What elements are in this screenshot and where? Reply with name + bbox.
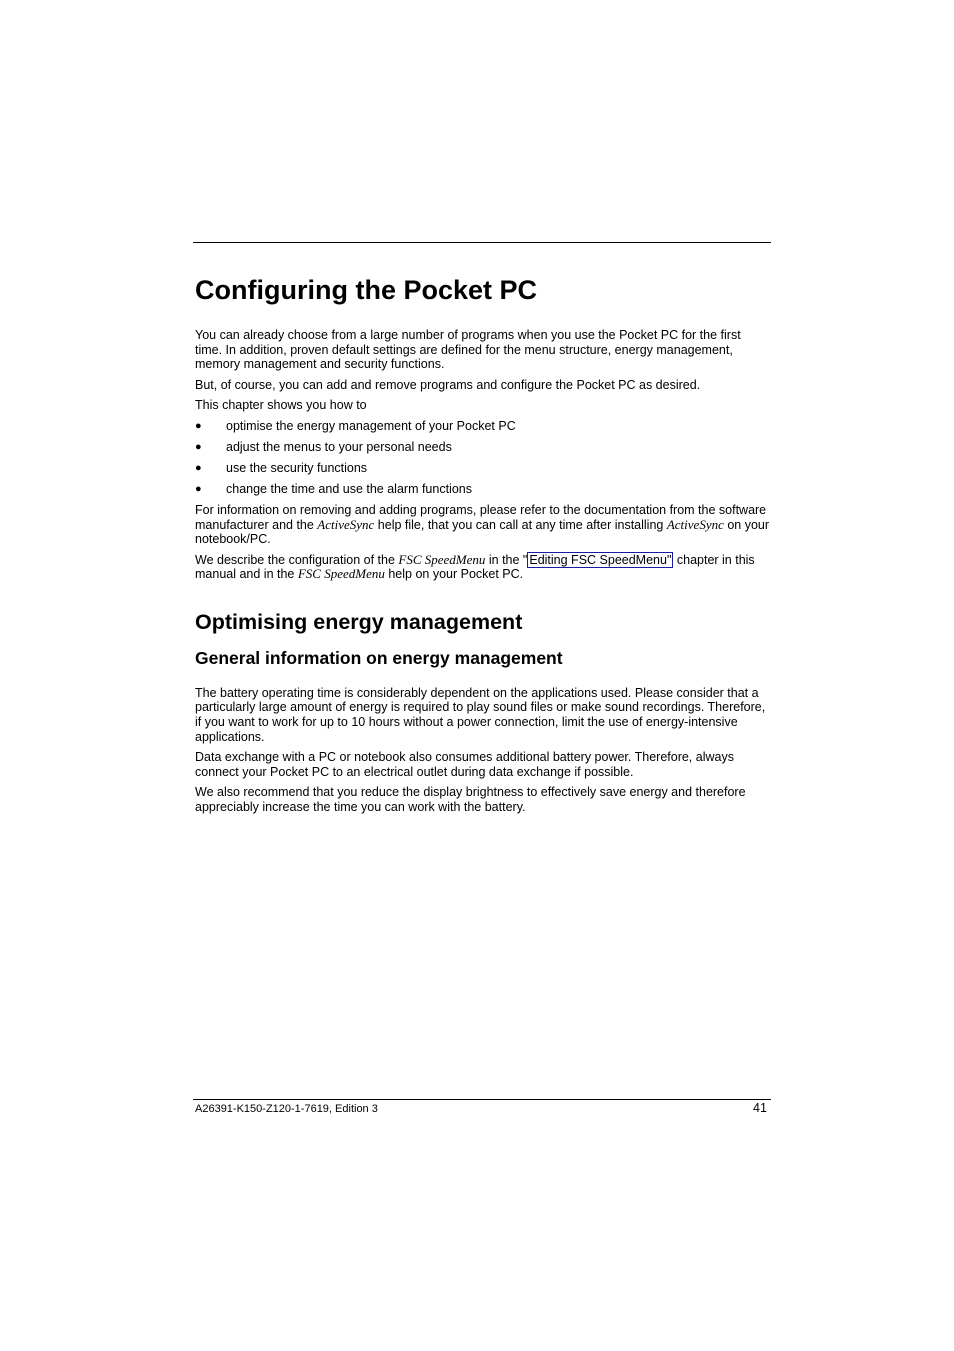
brightness-paragraph: We also recommend that you reduce the display brightness to effectively save energy and therefore appreciably increase the time you can work with the battery. <box>195 785 746 815</box>
editing-speedmenu-link[interactable]: Editing FSC SpeedMenu" <box>529 552 672 567</box>
activesync-term: ActiveSync <box>666 516 724 532</box>
footer-doc-id: A26391-K150-Z120-1-7619, Edition 3 <box>195 1103 378 1115</box>
bullet-list <box>195 419 771 497</box>
list-item: ● change the time and use the alarm functions <box>195 481 472 496</box>
speedmenu-paragraph: We describe the configuration of the FSC SpeedMenu in the " Editing FSC SpeedMenu" chapter in this manual and in the FSC SpeedMenu help on your Pocket PC. <box>195 551 755 582</box>
intro-paragraph: You can already choose from a large number of programs when you use the Pocket PC for the first time. In addition, proven default settings are defined for the menu structure, energy management, memory management and security functions. <box>195 328 741 372</box>
footer-rule <box>193 1099 771 1100</box>
section-spacer <box>195 588 771 608</box>
bullet-icon: ● <box>195 482 202 495</box>
bullet-icon: ● <box>195 440 202 453</box>
subsection-title: General information on energy management <box>195 647 563 668</box>
page-number: 41 <box>753 1101 767 1115</box>
battery-paragraph: The battery operating time is considerably dependent on the applications used. Please consider that a particularly large amount of energy is required to play sound files or make sound recordings. Therefore, if you want to work for up to 10 hours without a power connection, limit the use of energy-intensive applications. <box>195 685 766 744</box>
speedmenu-term: FSC SpeedMenu <box>398 551 486 567</box>
section-title: Optimising energy management <box>195 609 523 634</box>
bullet-icon: ● <box>195 461 202 474</box>
chapter-title: Configuring the Pocket PC <box>195 275 538 305</box>
list-item: ● adjust the menus to your personal needs <box>195 439 452 454</box>
activesync-term: ActiveSync <box>317 516 375 532</box>
bullet-icon: ● <box>195 419 202 432</box>
list-item: ● optimise the energy management of your Pocket PC <box>195 418 516 433</box>
add-remove-paragraph: But, of course, you can add and remove programs and configure the Pocket PC as desired. <box>195 377 701 392</box>
speedmenu-term: FSC SpeedMenu <box>297 566 385 582</box>
data-exchange-paragraph: Data exchange with a PC or notebook also consumes additional battery power. Therefore, always connect your Pocket PC to an electrical outlet during data exchange if possible. <box>195 750 734 779</box>
list-item: ● use the security functions <box>195 460 368 475</box>
chapter-shows-paragraph: This chapter shows you how to <box>195 398 367 413</box>
programs-info-paragraph: For information on removing and adding programs, please refer to the documentation from the software manufacturer and the ActiveSync help file, that you can call at any time after installing ActiveSync on your notebook/PC. <box>195 502 770 547</box>
page-content <box>195 272 771 821</box>
top-rule <box>193 242 771 243</box>
